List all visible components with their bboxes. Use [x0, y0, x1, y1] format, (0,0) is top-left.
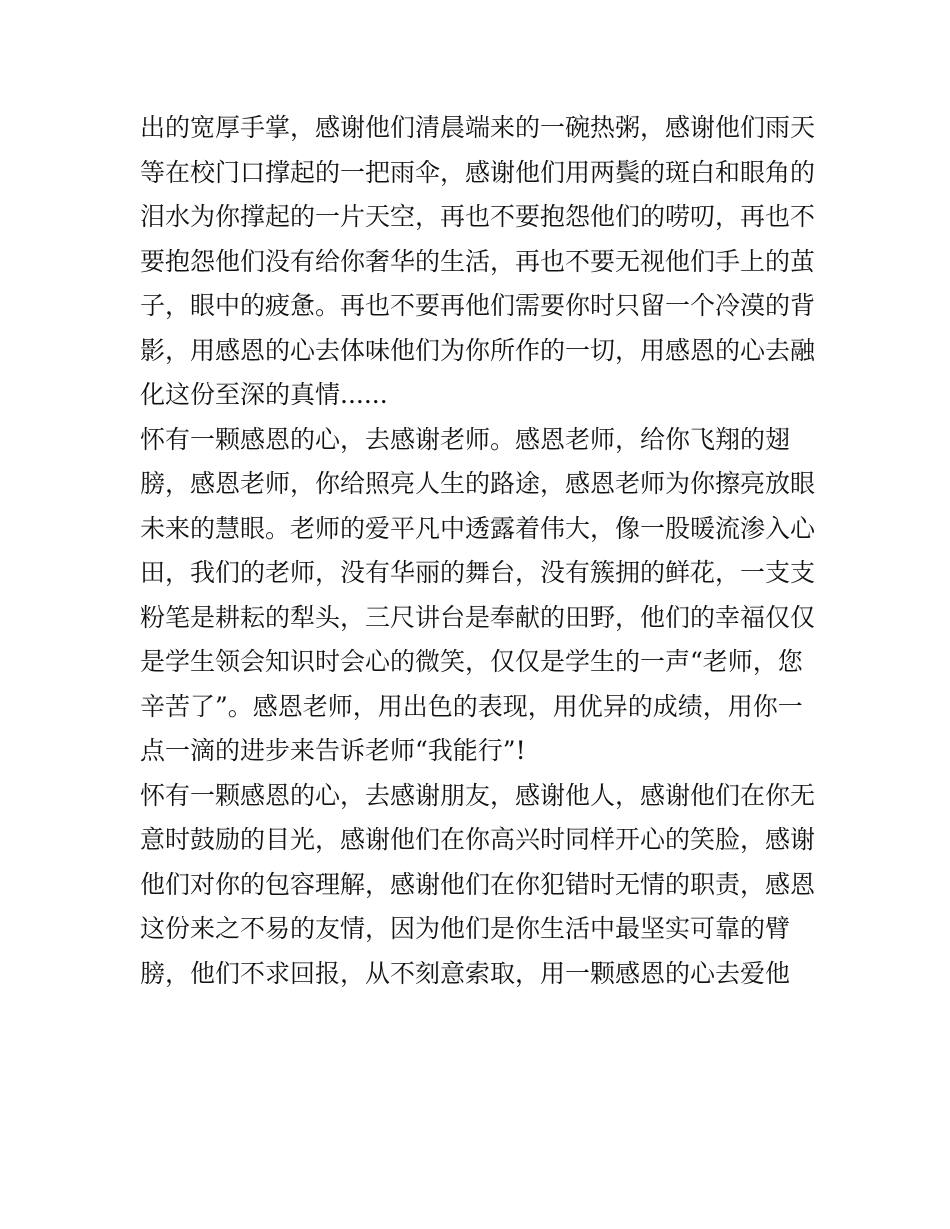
text-line: 出的宽厚手掌，感谢他们清晨端来的一碗热粥，感谢他们雨天 — [140, 113, 816, 142]
text-line: 意时鼓励的目光，感谢他们在你高兴时同样开心的笑脸，感谢 — [140, 825, 816, 854]
text-line: 未来的慧眼。老师的爱平凡中透露着伟大，像一股暖流渗入心 — [140, 513, 816, 543]
text-line: 辛苦了”。感恩老师，用出色的表现，用优异的成绩，用你一 — [140, 691, 803, 721]
text-line: 要抱怨他们没有给你奢华的生活，再也不要无视他们手上的茧 — [140, 246, 816, 276]
text-line: 怀有一颗感恩的心，去感谢老师。感恩老师，给你飞翔的翅 — [140, 424, 791, 454]
text-line: 点一滴的进步来告诉老师“我能行”! — [140, 736, 526, 765]
text-line: 田，我们的老师，没有华丽的舞台，没有簇拥的鲜花，一支支 — [140, 558, 816, 587]
text-line: 子，眼中的疲惫。再也不要再他们需要你时只留一个冷漠的背 — [140, 291, 816, 320]
text-line: 化这份至深的真情...... — [140, 380, 388, 409]
text-line: 他们对你的包容理解，感谢他们在你犯错时无情的职责，感恩 — [140, 869, 816, 899]
text-line: 等在校门口撑起的一把雨伞，感谢他们用两鬓的斑白和眼角的 — [140, 157, 816, 187]
text-line: 这份来之不易的友情，因为他们是你生活中最坚实可靠的臂 — [140, 914, 791, 943]
text-line: 泪水为你撑起的一片天空，再也不要抱怨他们的唠叨，再也不 — [140, 202, 816, 231]
body-text — [140, 106, 820, 996]
text-line: 膀，感恩老师，你给照亮人生的路途，感恩老师为你擦亮放眼 — [140, 469, 816, 498]
text-line: 怀有一颗感恩的心，去感谢朋友，感谢他人，感谢他们在你无 — [140, 780, 816, 810]
text-line: 是学生领会知识时会心的微笑，仅仅是学生的一声“老师，您 — [140, 647, 803, 676]
text-line: 粉笔是耕耘的犁头，三尺讲台是奉献的田野，他们的幸福仅仅 — [140, 602, 816, 632]
text-line: 膀，他们不求回报，从不刻意索取，用一颗感恩的心去爱他 — [140, 958, 791, 988]
text-line: 影，用感恩的心去体味他们为你所作的一切，用感恩的心去融 — [140, 335, 816, 365]
